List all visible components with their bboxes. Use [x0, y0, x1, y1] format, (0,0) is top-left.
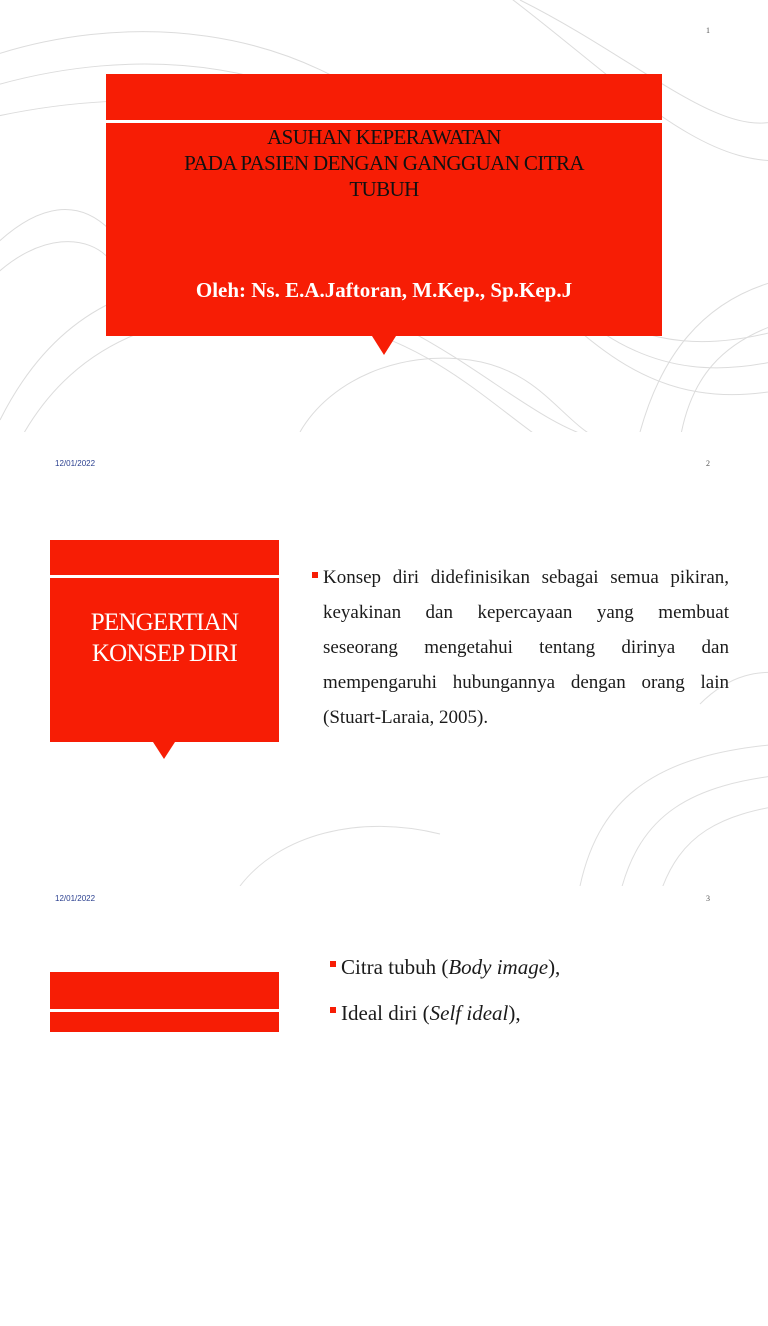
slide-date: 12/01/2022: [55, 894, 96, 903]
title-box: [106, 74, 662, 336]
definition-text: Konsep diri didefinisikan sebagai semua pikiran, keyakinan dan kepercayaan yang membuat seseorang mengetahui tentang dirinya dan mempengaruhi hubungannya dengan orang lain (Stuart-Laraia, 2005).: [323, 567, 729, 728]
list-item: [312, 560, 729, 735]
item-tail: ),: [548, 955, 561, 979]
section-title-box: [50, 540, 279, 742]
section-title-stripe: [50, 575, 279, 578]
bullet-square-icon: [330, 961, 336, 967]
list-item: [330, 992, 730, 1034]
slide-3: [0, 894, 768, 1326]
slide-1: [0, 0, 768, 432]
section-title-stripe: [50, 1009, 279, 1012]
component-list: [330, 946, 730, 1034]
page-number: 3: [706, 894, 710, 903]
bullet-square-icon: [330, 1007, 336, 1013]
definition-list: [312, 560, 729, 735]
bullet-square-icon: [312, 572, 318, 578]
title-line-3: TUBUH: [349, 177, 419, 201]
item-text: Citra tubuh (: [341, 955, 449, 979]
title-line-2: PADA PASIEN DENGAN GANGGUAN CITRA: [184, 151, 584, 175]
item-term-italic: Self ideal: [429, 1001, 509, 1025]
title-pointer-arrow: [372, 336, 396, 355]
section-title-line-2: KONSEP DIRI: [91, 640, 238, 667]
author-line: Oleh: Ns. E.A.Jaftoran, M.Kep., Sp.Kep.J: [195, 278, 573, 302]
section-pointer-arrow: [153, 742, 175, 759]
item-term-italic: Body image: [448, 955, 549, 979]
page-number: 1: [706, 26, 710, 35]
item-text: Ideal diri (: [341, 1001, 430, 1025]
slide-2: [0, 454, 768, 886]
slide-date: 12/01/2022: [55, 459, 96, 468]
title-line-1: ASUHAN KEPERAWATAN: [267, 125, 501, 149]
item-tail: ),: [508, 1001, 521, 1025]
page-number: 2: [706, 459, 710, 468]
list-item: [330, 946, 730, 988]
presentation-title: [106, 124, 662, 202]
section-title: [50, 607, 279, 669]
title-stripe: [106, 120, 662, 123]
section-title-box: [50, 972, 279, 1032]
section-title-line-1: PENGERTIAN: [90, 609, 239, 636]
